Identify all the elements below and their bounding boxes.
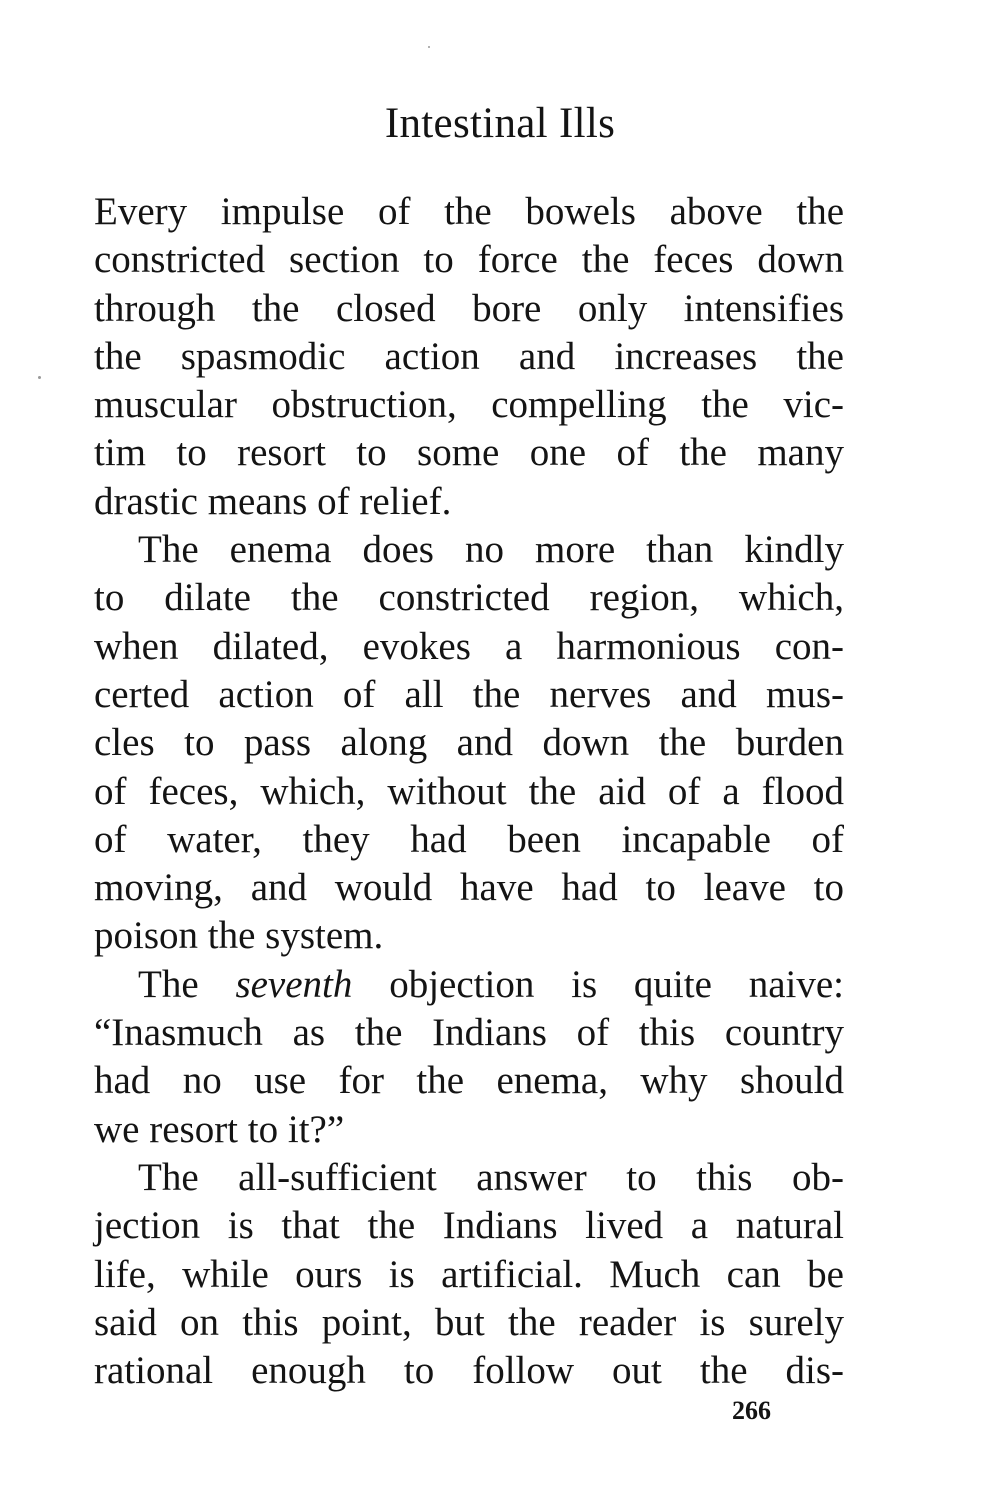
text-run: objection is quite naive:: [352, 962, 844, 1006]
text-line: poison the system.: [94, 914, 384, 958]
text-line: cles to pass along and down the burden: [94, 721, 844, 765]
text-run: The: [138, 962, 236, 1006]
text-line: moving, and would have had to leave to: [94, 866, 844, 910]
text-line: of water, they had been incapable of: [94, 817, 844, 861]
text-line: jection is that the Indians lived a natural: [94, 1204, 844, 1248]
text-line: when dilated, evokes a harmonious con-: [94, 624, 844, 668]
text-line: had no use for the enema, why should: [94, 1059, 844, 1103]
text-line: the spasmodic action and increases the: [94, 334, 844, 378]
scan-speck: [38, 376, 41, 379]
italic-emphasis: seventh: [235, 962, 353, 1006]
text-line: [94, 961, 844, 1009]
text-line: of feces, which, without the aid of a flood: [94, 769, 844, 813]
text-line: muscular obstruction, compelling the vic-: [94, 383, 844, 427]
page-number: 266: [732, 1396, 771, 1425]
text-line: certed action of all the nerves and mus-: [94, 672, 844, 716]
scan-speck: [428, 46, 430, 48]
text-line: rational enough to follow out the dis-: [94, 1349, 844, 1393]
text-line: “Inasmuch as the Indians of this country: [94, 1011, 844, 1055]
text-line: to dilate the constricted region, which,: [94, 576, 844, 620]
text-line: The all-sufficient answer to this ob-: [138, 1155, 844, 1199]
text-line: drastic means of relief.: [94, 479, 452, 523]
running-head: Intestinal Ills: [384, 100, 616, 147]
text-line: Every impulse of the bowels above the: [94, 190, 844, 233]
body-text: [94, 188, 844, 1395]
text-line: life, while ours is artificial. Much can be: [94, 1252, 844, 1296]
text-line: The enema does no more than kindly: [138, 528, 844, 572]
text-line: said on this point, but the reader is surely: [94, 1300, 844, 1344]
text-line: through the closed bore only intensifies: [94, 286, 844, 330]
text-line: constricted section to force the feces down: [94, 238, 844, 282]
text-line: we resort to it?”: [94, 1107, 345, 1151]
text-line: tim to resort to some one of the many: [94, 431, 844, 475]
